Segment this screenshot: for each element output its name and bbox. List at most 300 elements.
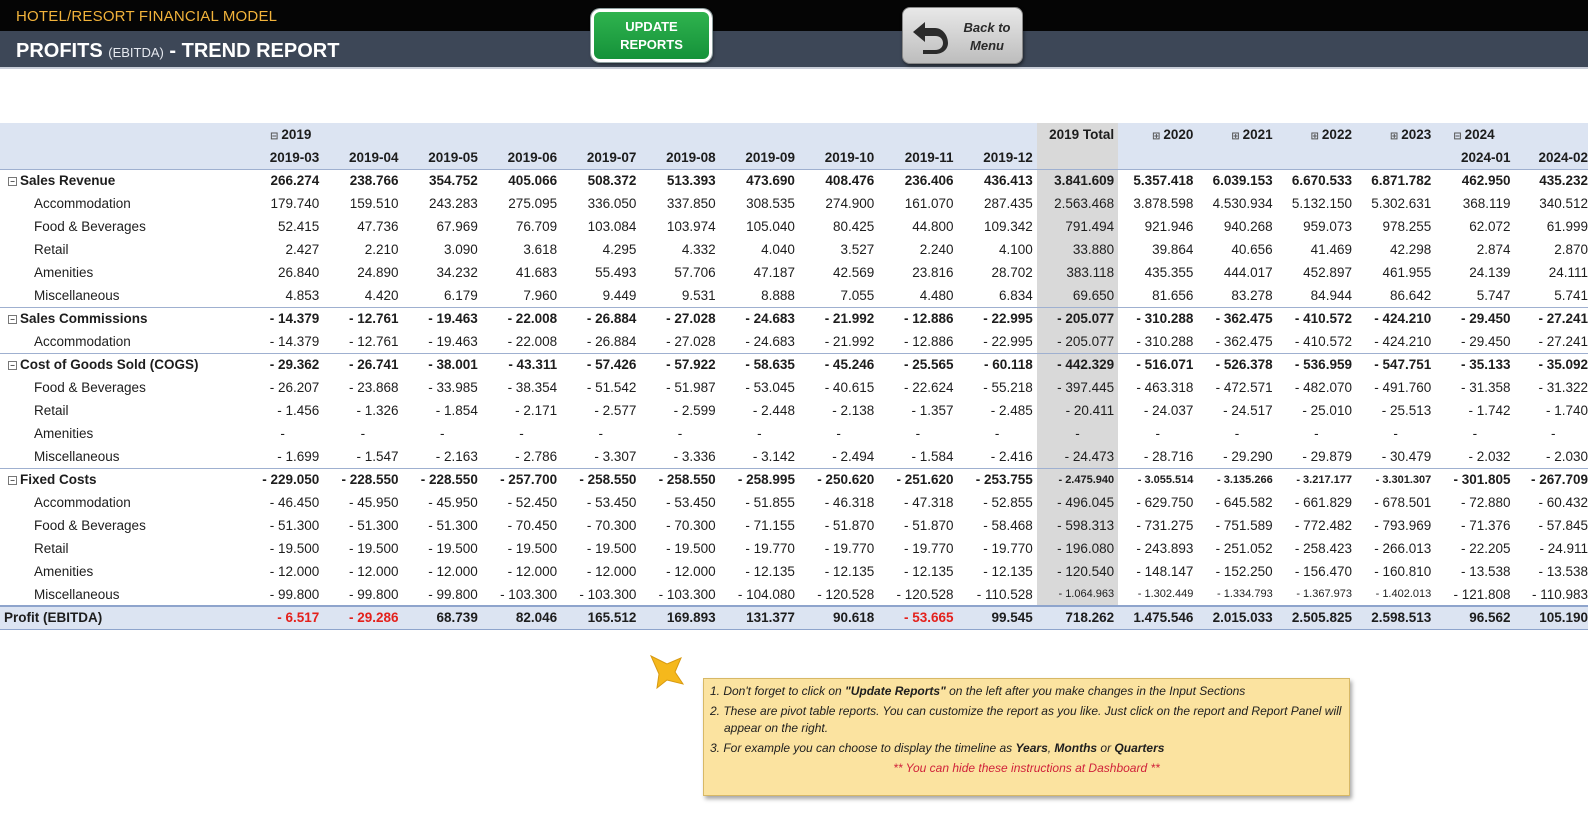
value-cell: - 266.013 [1374,541,1432,556]
value-cell: 61.999 [1546,219,1588,234]
value-cell: - 12.761 [323,307,402,330]
back-label-2: Menu [970,38,1004,53]
value-cell: - 3.217.177 [1277,468,1356,491]
row-label: Miscellaneous [34,287,120,303]
column-header: 2019-04 [323,146,402,169]
value-cell: - 258.550 [561,468,640,491]
value-cell: 41.469 [1310,242,1352,257]
collapse-icon[interactable]: − [8,361,17,370]
value-cell: - 22.008 [482,307,561,330]
value-cell: - 55.218 [983,380,1033,395]
value-cell: - 51.300 [269,518,320,533]
value-cell: - 14.379 [242,307,323,330]
collapse-icon[interactable]: − [8,476,17,485]
value-cell: - 228.550 [403,468,482,491]
value-cell: - 1.584 [911,448,954,464]
value-cell: - 2.416 [990,448,1033,464]
category-row [0,307,1588,330]
value-cell: - 26.884 [586,333,637,349]
value-cell: - 258.423 [1294,541,1352,556]
value-cell: 68.739 [403,606,482,629]
value-cell: - 2.171 [515,403,558,418]
value-cell: - [598,426,603,441]
value-cell: - 27.241 [1538,333,1588,349]
back-label-1: Back to [963,20,1011,35]
value-cell: - 51.542 [586,380,637,395]
value-cell: - [1037,422,1118,445]
value-cell: 105.040 [746,219,795,234]
column-header: 2024-02 [1515,146,1588,169]
value-cell: 62.072 [1469,219,1511,234]
value-cell: - 71.155 [745,518,795,533]
value-cell: 42.298 [1389,242,1432,257]
value-cell: - 229.050 [242,468,323,491]
value-cell: - 2.030 [1545,448,1588,464]
value-cell: - [519,426,524,441]
value-cell: - 12.135 [903,564,954,579]
value-cell: 28.702 [991,265,1033,280]
subcategory-row [0,192,1588,215]
column-header: 2019-03 [242,146,323,169]
value-cell: - 2.494 [832,448,875,464]
value-cell: - 243.893 [1136,541,1194,556]
value-cell: - 12.135 [983,564,1033,579]
value-cell: 266.274 [242,169,323,192]
value-cell: - 22.995 [958,307,1037,330]
value-cell: - [1393,426,1398,441]
value-cell: - 110.528 [976,586,1033,602]
value-cell: - 251.052 [1215,541,1273,556]
value-cell: 2.015.033 [1197,606,1276,629]
collapse-icon[interactable]: − [8,177,17,186]
value-cell: - 45.950 [428,495,478,510]
value-cell: 69.650 [1037,284,1118,307]
value-cell: - 2.485 [990,403,1033,418]
value-cell: - 99.800 [349,586,399,602]
value-cell: 2.210 [364,242,399,257]
value-cell: 435.355 [1144,265,1194,280]
column-header: 2019-05 [403,146,482,169]
value-cell: 513.393 [640,169,719,192]
value-cell: - 24.473 [1037,445,1118,468]
value-cell: - 27.241 [1515,307,1588,330]
value-cell: - 27.028 [640,307,719,330]
subcategory-row [0,215,1588,238]
value-cell: 34.232 [436,265,478,280]
collapse-icon[interactable]: ⊟ [269,131,279,142]
value-cell: 103.974 [666,219,716,234]
value-cell: - 301.805 [1435,468,1514,491]
row-label: Accommodation [34,196,131,211]
value-cell: - 1.357 [911,403,954,418]
back-to-menu-button[interactable] [902,7,1023,64]
value-cell: - 27.028 [666,333,716,349]
value-cell: 6.670.533 [1277,169,1356,192]
value-cell: - 1.334.793 [1217,588,1273,600]
value-cell: 5.741 [1554,287,1588,303]
value-cell: - 25.513 [1381,403,1432,418]
value-cell: - 24.911 [1539,541,1588,556]
value-cell: 236.406 [878,169,957,192]
value-cell: - 12.000 [349,564,399,579]
row-label: Food & Beverages [34,380,146,395]
value-cell: - 12.000 [428,564,478,579]
corner-cell [0,123,242,146]
value-cell: - 120.528 [817,586,875,602]
row-label: Accommodation [34,333,131,349]
value-cell: 179.740 [270,196,320,211]
expand-icon[interactable]: ⊞ [1231,131,1240,142]
column-header: 2019-11 [878,146,957,169]
value-cell: 4.480 [919,287,954,303]
value-cell: - 52.450 [507,495,558,510]
row-label: Retail [34,541,69,556]
value-cell: 2.505.825 [1277,606,1356,629]
value-cell: - 51.987 [666,380,716,395]
value-cell: 169.893 [640,606,719,629]
value-cell: - 57.922 [640,353,719,376]
subcategory-row [0,537,1588,560]
value-cell: - 103.300 [500,586,558,602]
value-cell: - 645.582 [1215,495,1273,510]
value-cell: - 472.571 [1215,380,1273,395]
collapse-icon[interactable]: − [8,315,17,324]
value-cell: - 33.985 [428,380,478,395]
value-cell: - 156.470 [1294,564,1352,579]
value-cell: - 46.450 [269,495,320,510]
value-cell: - 12.000 [666,564,716,579]
value-cell: - 1.302.449 [1137,588,1194,600]
value-cell: 39.864 [1152,242,1194,257]
value-cell: - 29.450 [1435,307,1514,330]
value-cell: - 2.599 [673,403,716,418]
value-cell: - 25.010 [1302,403,1352,418]
value-cell: - 410.572 [1277,307,1356,330]
value-cell: 24.890 [357,265,399,280]
value-cell: - 70.300 [666,518,716,533]
value-cell: - 1.742 [1468,403,1511,418]
value-cell: 47.736 [357,219,399,234]
value-cell: 940.268 [1223,219,1273,234]
value-cell: 274.900 [825,196,875,211]
column-header: 2019-12 [958,146,1037,169]
value-cell: - 257.700 [482,468,561,491]
note-line-1: 1. Don't forget to click on "Update Reports" on the left after you make changes in the Input Sections [710,684,1246,698]
value-cell: 99.545 [958,606,1037,629]
value-cell: - 12.000 [586,564,637,579]
back-to-menu-label [955,19,1019,55]
value-cell: - 12.000 [269,564,320,579]
value-cell: 978.255 [1382,219,1432,234]
value-cell: 33.880 [1037,238,1118,261]
value-cell: - 1.367.973 [1296,588,1352,600]
value-cell: - 19.500 [666,541,716,556]
value-cell: 452.897 [1303,265,1352,280]
subcategory-row [0,330,1588,353]
value-cell: - 547.751 [1356,353,1435,376]
value-cell: 165.512 [561,606,640,629]
year-2019-header[interactable]: ⊟ 2019 [242,123,403,146]
year-2022-header[interactable]: ⊞ 2022 [1277,123,1356,146]
value-cell: 55.493 [595,265,637,280]
subcategory-row [0,399,1588,422]
value-cell: - 1.326 [356,403,399,418]
expand-icon[interactable]: ⊞ [1151,131,1161,142]
subcategory-row [0,560,1588,583]
value-cell: - 19.500 [269,541,320,556]
expand-icon[interactable]: ⊞ [1310,131,1319,142]
column-header [1037,146,1118,169]
category-row [0,468,1588,491]
subcategory-row [0,238,1588,261]
value-cell: 6.834 [999,287,1033,303]
value-cell: - 26.884 [561,307,640,330]
column-header: 2019-06 [482,146,561,169]
value-cell: 105.190 [1515,606,1588,629]
profit-row [0,606,1588,629]
column-header: 2019-10 [799,146,878,169]
column-header [1356,146,1435,169]
value-cell: 238.766 [323,169,402,192]
column-header [1197,146,1276,169]
value-cell: - 205.077 [1037,330,1118,353]
year-2023-header[interactable]: ⊞ 2023 [1356,123,1435,146]
year-2020-header[interactable]: ⊞ 2020 [1118,123,1197,146]
value-cell: - [1472,426,1478,441]
value-cell: - 12.886 [878,307,957,330]
value-cell: - 24.517 [1223,403,1273,418]
value-cell: 5.132.150 [1291,196,1352,211]
value-cell: - 99.800 [428,586,478,602]
value-cell: 508.372 [561,169,640,192]
value-cell: - 3.055.514 [1118,468,1197,491]
value-cell: 23.816 [912,265,954,280]
value-cell: - 14.379 [269,333,320,349]
value-cell: 7.960 [523,287,558,303]
value-cell: 383.118 [1037,261,1118,284]
value-cell: - 12.135 [745,564,795,579]
value-cell: - 110.983 [1531,586,1588,602]
value-cell: - [360,426,366,441]
value-cell: - 22.205 [1460,541,1511,556]
column-header: 2019-08 [640,146,719,169]
value-cell: - 13.538 [1460,564,1511,579]
value-cell: - 629.750 [1136,495,1194,510]
value-cell: - 19.770 [983,541,1033,556]
value-cell: - 424.210 [1356,307,1435,330]
value-cell: 80.425 [832,219,875,234]
value-cell: - 3.135.266 [1197,468,1276,491]
value-cell: - 598.313 [1037,514,1118,537]
value-cell: - 1.547 [356,448,399,464]
value-cell: - 205.077 [1037,307,1118,330]
pivot-table-grid[interactable] [0,123,1588,630]
value-cell: - 3.142 [752,448,795,464]
value-cell: 3.841.609 [1037,169,1118,192]
value-cell: - 2.475.940 [1037,468,1118,491]
value-cell: 5.302.631 [1371,196,1432,211]
value-cell: - 1.064.963 [1037,583,1118,606]
value-cell: - 1.456 [277,403,320,418]
value-cell: - 362.475 [1215,333,1273,349]
column-header [1118,146,1197,169]
value-cell: - 661.829 [1294,495,1352,510]
value-cell: 791.494 [1037,215,1118,238]
row-label: Retail [34,242,69,257]
value-cell: 368.119 [1462,196,1511,211]
value-cell: - 12.135 [824,564,875,579]
row-label: Amenities [34,265,94,280]
value-cell: - 463.318 [1136,380,1194,395]
row-label[interactable]: − Sales Revenue [0,169,242,192]
value-cell: 40.656 [1231,242,1273,257]
value-cell: 131.377 [720,606,799,629]
row-label[interactable]: − Fixed Costs [0,468,242,491]
value-cell: - 21.992 [799,307,878,330]
row-label: Miscellaneous [34,586,120,602]
value-cell: 435.232 [1515,169,1588,192]
value-cell: 5.747 [1476,287,1511,303]
instructions-note [703,678,1350,796]
value-cell: - 19.500 [349,541,399,556]
value-cell: - 19.500 [586,541,637,556]
value-cell: - 2.138 [832,403,875,418]
value-cell: 86.642 [1389,287,1432,303]
value-cell: - [1314,426,1319,441]
value-cell: 52.415 [277,219,320,234]
value-cell: - 772.482 [1294,518,1352,533]
value-cell: 83.278 [1231,287,1273,303]
value-cell: - 40.615 [824,380,875,395]
value-cell: - 12.886 [903,333,954,349]
report-title-paren: (EBITDA) [108,45,164,60]
value-cell: - 13.538 [1538,564,1588,579]
value-cell: 6.039.153 [1197,169,1276,192]
value-cell: - 362.475 [1197,307,1276,330]
value-cell: 6.179 [444,287,478,303]
report-title [16,40,339,63]
value-cell: - 72.880 [1460,495,1511,510]
subcategory-row [0,583,1588,606]
value-cell: 84.944 [1310,287,1352,303]
value-cell: - 38.354 [507,380,558,395]
value-cell: 6.871.782 [1356,169,1435,192]
value-cell: - 28.716 [1143,448,1194,464]
value-cell: - 29.450 [1460,333,1511,349]
value-cell: 67.969 [436,219,478,234]
value-cell: - 258.995 [720,468,799,491]
collapse-icon[interactable]: ⊟ [1453,131,1462,142]
value-cell: - 19.770 [745,541,795,556]
value-cell: 405.066 [482,169,561,192]
subcategory-row [0,445,1588,468]
header-row-years [0,123,1588,146]
value-cell: 161.070 [904,196,954,211]
subcategory-row [0,422,1588,445]
value-cell: - 536.959 [1277,353,1356,376]
pointer-star-icon [647,650,687,690]
value-cell: - 51.300 [349,518,399,533]
year-2019-total-header: 2019 Total [1037,123,1118,146]
value-cell: 5.357.418 [1118,169,1197,192]
value-cell: - [1551,426,1556,441]
column-header: 2024-01 [1435,146,1514,169]
value-cell: 44.800 [912,219,954,234]
value-cell: - 58.468 [983,518,1033,533]
value-cell: - 12.761 [349,333,399,349]
value-cell: - 104.080 [737,586,795,602]
update-reports-button[interactable] [591,9,712,62]
value-cell: - 25.565 [878,353,957,376]
value-cell: - 45.950 [349,495,399,510]
value-cell: - 160.810 [1374,564,1432,579]
value-cell: - 103.300 [658,586,716,602]
value-cell: - 253.755 [958,468,1037,491]
value-cell: - 678.501 [1374,495,1432,510]
value-cell: 9.449 [602,287,637,303]
expand-icon[interactable]: ⊞ [1389,131,1399,142]
value-cell: - 19.500 [507,541,558,556]
value-cell: - 3.336 [673,448,716,464]
year-2024-header[interactable]: ⊟ 2024 [1435,123,1588,146]
row-label: Miscellaneous [34,448,120,464]
value-cell: - 51.870 [824,518,875,533]
column-header: 2019-09 [720,146,799,169]
value-cell: - 19.500 [428,541,478,556]
value-cell: - 53.045 [745,380,795,395]
value-cell: 76.709 [515,219,558,234]
row-label: Accommodation [34,495,131,510]
year-2021-header[interactable]: ⊞ 2021 [1197,123,1276,146]
subcategory-row [0,284,1588,307]
value-cell: 337.850 [666,196,716,211]
value-cell: - 53.450 [586,495,637,510]
value-cell: 4.040 [761,242,795,257]
value-cell: - 35.092 [1515,353,1588,376]
value-cell: - 526.378 [1197,353,1276,376]
pivot-table[interactable] [0,123,1588,630]
value-cell: 2.427 [285,242,320,257]
value-cell: - 29.290 [1223,448,1273,464]
value-cell: 2.240 [919,242,954,257]
row-label[interactable]: − Sales Commissions [0,307,242,330]
value-cell: - 26.741 [323,353,402,376]
value-cell: - 70.300 [586,518,637,533]
value-cell: 109.342 [983,219,1033,234]
row-label[interactable]: − Cost of Goods Sold (COGS) [0,353,242,376]
value-cell: - 751.589 [1215,518,1273,533]
value-cell: 4.530.934 [1212,196,1273,211]
value-cell: - 267.709 [1515,468,1588,491]
value-cell: - 1.402.013 [1375,588,1432,600]
value-cell: 462.950 [1435,169,1514,192]
value-cell: 2.563.468 [1037,192,1118,215]
app-title: HOTEL/RESORT FINANCIAL MODEL [16,8,278,25]
value-cell: 81.656 [1152,287,1194,303]
value-cell: - 19.770 [824,541,875,556]
value-cell: - 103.300 [579,586,637,602]
value-cell: 3.527 [840,242,875,257]
value-cell: 336.050 [587,196,637,211]
value-cell: - 46.318 [824,495,875,510]
value-cell: - [677,426,683,441]
value-cell: - 45.246 [799,353,878,376]
value-cell: - 31.358 [1460,380,1511,395]
value-cell: - 410.572 [1294,333,1352,349]
value-cell: - [1234,426,1240,441]
value-cell: - 258.550 [640,468,719,491]
value-cell: 96.562 [1435,606,1514,629]
